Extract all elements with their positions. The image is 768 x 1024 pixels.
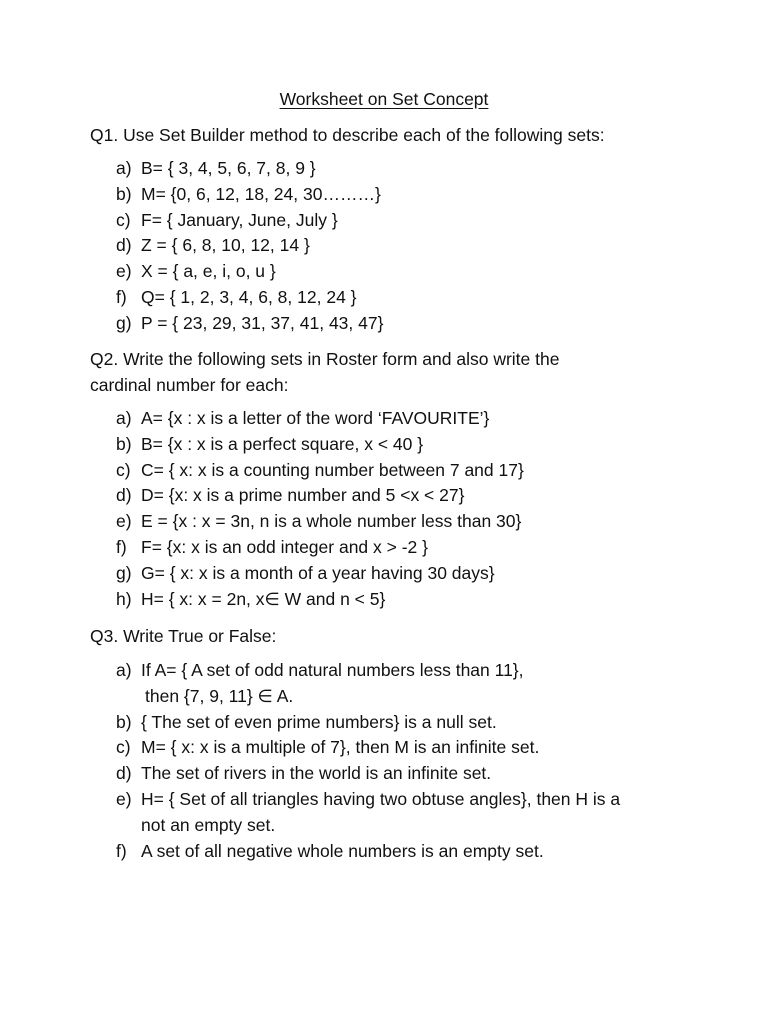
list-marker: d) bbox=[116, 763, 132, 784]
q3-heading: Q3. Write True or False: bbox=[90, 626, 277, 646]
list-item-text: Q= { 1, 2, 3, 4, 6, 8, 12, 24 } bbox=[141, 286, 357, 307]
q2-heading-line2: cardinal number for each: bbox=[90, 375, 289, 395]
list-item bbox=[116, 406, 676, 432]
list-item bbox=[116, 458, 676, 484]
list-marker: c) bbox=[116, 459, 131, 480]
list-item-text: If A= { A set of odd natural numbers less than 11}, bbox=[141, 660, 524, 680]
q1-heading: Q1. Use Set Builder method to describe each of the following sets: bbox=[90, 125, 605, 145]
list-item bbox=[116, 432, 676, 458]
list-item-text: G= { x: x is a month of a year having 30 days} bbox=[141, 562, 495, 583]
list-item bbox=[116, 311, 676, 337]
list-marker: f) bbox=[116, 840, 127, 861]
list-item-text: H= { Set of all triangles having two obtuse angles}, then H is a bbox=[141, 788, 621, 809]
list-item bbox=[116, 787, 676, 839]
list-item-text: C= { x: x is a counting number between 7 and 17} bbox=[141, 459, 524, 480]
q2-heading bbox=[90, 346, 690, 398]
q3-list bbox=[116, 658, 676, 864]
list-item bbox=[116, 182, 676, 208]
list-item-text: The set of rivers in the world is an infinite set. bbox=[141, 763, 492, 784]
list-item-text: B= { 3, 4, 5, 6, 7, 8, 9 } bbox=[141, 158, 316, 178]
q2-heading-line1: Q2. Write the following sets in Roster form and also write the bbox=[90, 349, 560, 369]
list-item bbox=[116, 658, 676, 710]
list-marker: f) bbox=[116, 286, 127, 307]
list-marker: d) bbox=[116, 235, 132, 256]
list-item bbox=[116, 509, 676, 535]
list-item-text: B= {x : x is a perfect square, x < 40 } bbox=[141, 433, 424, 454]
list-item-text: A= {x : x is a letter of the word ‘FAVOURITE’} bbox=[141, 408, 490, 428]
list-item-text: E = {x : x = 3n, n is a whole number less than 30} bbox=[141, 511, 522, 532]
list-marker: a) bbox=[116, 158, 132, 178]
list-item-text: F= { January, June, July } bbox=[141, 209, 338, 230]
list-item-continuation: not an empty set. bbox=[141, 814, 276, 835]
list-marker: b) bbox=[116, 183, 132, 204]
q2-list bbox=[116, 406, 676, 612]
list-marker: f) bbox=[116, 536, 127, 557]
list-marker: a) bbox=[116, 408, 132, 428]
list-marker: a) bbox=[116, 660, 132, 680]
list-item-text: Z = { 6, 8, 10, 12, 14 } bbox=[141, 235, 310, 256]
list-marker: c) bbox=[116, 209, 131, 230]
list-item bbox=[116, 233, 676, 259]
list-item bbox=[116, 839, 676, 865]
list-item-text: { The set of even prime numbers} is a null set. bbox=[141, 711, 497, 732]
list-item bbox=[116, 710, 676, 736]
list-item bbox=[116, 483, 676, 509]
list-marker: h) bbox=[116, 588, 132, 609]
list-item-text: P = { 23, 29, 31, 37, 41, 43, 47} bbox=[141, 312, 384, 333]
list-item bbox=[116, 259, 676, 285]
list-item bbox=[116, 535, 676, 561]
list-item bbox=[116, 761, 676, 787]
list-item-text: D= {x: x is a prime number and 5 <x < 27} bbox=[141, 485, 465, 506]
page-title-text: Worksheet on Set Concept bbox=[279, 89, 489, 109]
q1-list bbox=[116, 156, 676, 337]
list-marker: b) bbox=[116, 433, 132, 454]
list-marker: d) bbox=[116, 485, 132, 506]
page-title bbox=[0, 89, 768, 110]
list-marker: c) bbox=[116, 737, 131, 758]
list-marker: e) bbox=[116, 511, 132, 532]
list-marker: b) bbox=[116, 711, 132, 732]
list-item-text: M= { x: x is a multiple of 7}, then M is an infinite set. bbox=[141, 737, 540, 758]
list-item bbox=[116, 587, 676, 613]
list-item-text: M= {0, 6, 12, 18, 24, 30………} bbox=[141, 183, 381, 204]
list-marker: g) bbox=[116, 312, 132, 333]
list-item bbox=[116, 208, 676, 234]
list-item-text: F= {x: x is an odd integer and x > -2 } bbox=[141, 536, 428, 557]
list-item bbox=[116, 561, 676, 587]
list-item bbox=[116, 735, 676, 761]
list-marker: e) bbox=[116, 261, 132, 282]
list-item bbox=[116, 285, 676, 311]
list-marker: e) bbox=[116, 788, 132, 809]
list-item-text: H= { x: x = 2n, x∈ W and n < 5} bbox=[141, 588, 386, 609]
list-item bbox=[116, 156, 676, 182]
list-item-text: A set of all negative whole numbers is an empty set. bbox=[141, 840, 544, 861]
list-marker: g) bbox=[116, 562, 132, 583]
list-item-text: X = { a, e, i, o, u } bbox=[141, 261, 276, 282]
list-item-continuation: then {7, 9, 11} ∈ A. bbox=[145, 685, 294, 706]
